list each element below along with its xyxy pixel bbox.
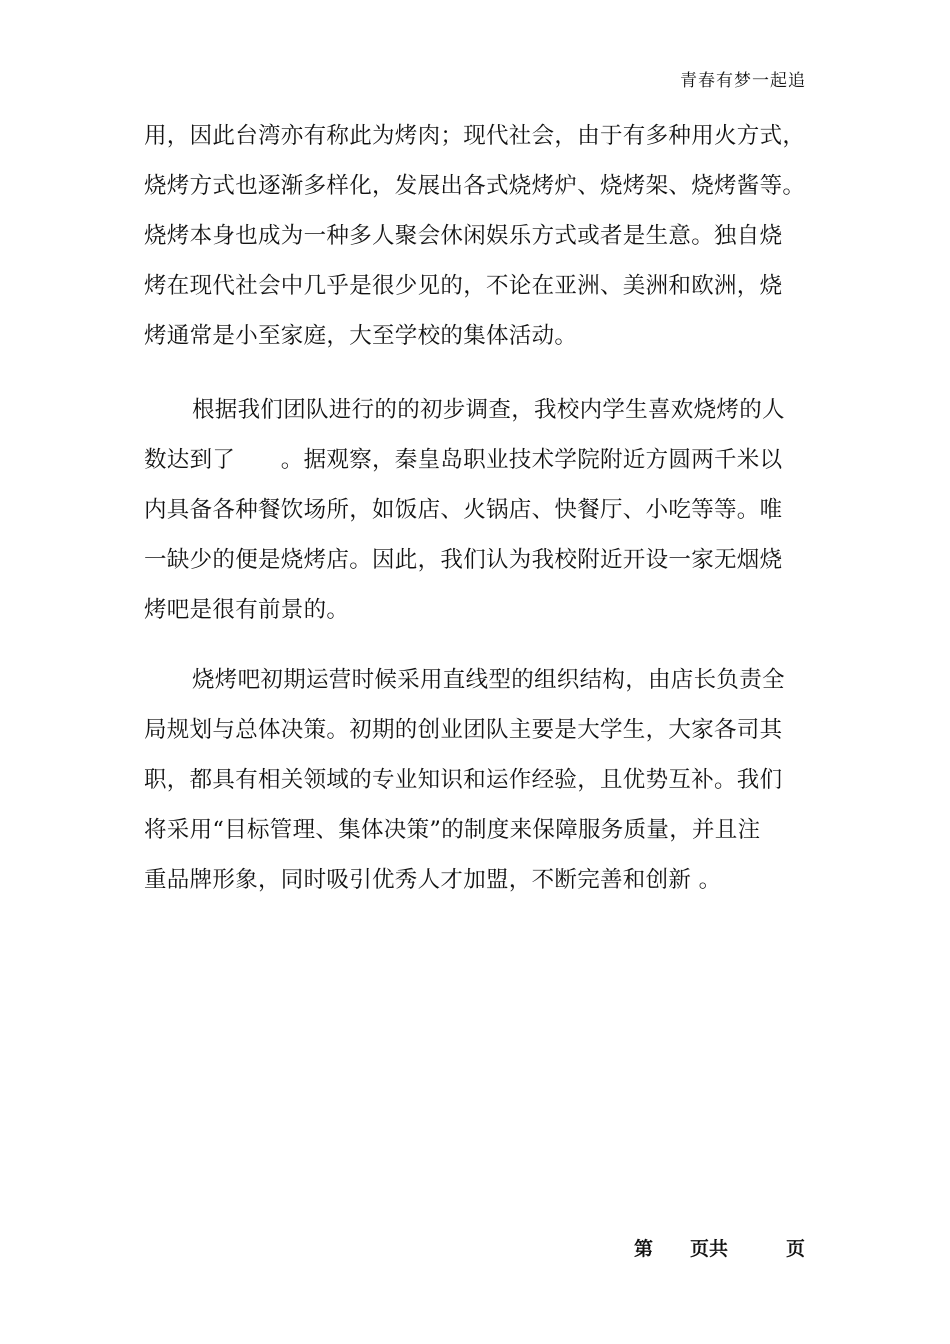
text-line: 一缺少的便是烧烤店。因此，我们认为我校附近开设一家无烟烧 xyxy=(144,547,783,573)
text-line: 用，因此台湾亦有称此为烤肉；现代社会，由于有多种用火方式， xyxy=(144,123,806,149)
text-line: 内具备各种餐饮场所，如饭店、火锅店、快餐厅、小吃等等。唯 xyxy=(144,497,783,523)
text-line: 烤通常是小至家庭，大至学校的集体活动。 xyxy=(144,323,578,349)
page-total-suffix: 页 xyxy=(786,1238,806,1260)
text-line: 烧烤吧初期运营时候采用直线型的组织结构，由店长负责全 xyxy=(192,667,785,693)
text-line: 根据我们团队进行的的初步调查，我校内学生喜欢烧烤的人 xyxy=(192,397,785,423)
text-line: 职，都具有相关领域的专业知识和运作经验，且优势互补。我们 xyxy=(144,767,783,793)
text-line: 将采用“目标管理、集体决策”的制度来保障服务质量，并且注 xyxy=(144,817,761,843)
text-line: 烧烤方式也逐渐多样化，发展出各式烧烤炉、烧烤架、烧烤酱等。 xyxy=(144,173,806,199)
text-line: 烧烤本身也成为一种多人聚会休闲娱乐方式或者是生意。独自烧 xyxy=(144,223,783,249)
page-header: 青春有梦一起追 xyxy=(680,71,806,91)
page-total-label: 页共 xyxy=(690,1238,729,1260)
text-line: 重品牌形象，同时吸引优秀人才加盟，不断完善和创新 。 xyxy=(144,867,722,893)
text-line: 数达到了 。据观察，秦皇岛职业技术学院附近方圆两千米以 xyxy=(144,447,783,473)
text-line: 局规划与总体决策。初期的创业团队主要是大学生，大家各司其 xyxy=(144,717,783,743)
text-line: 烤吧是很有前景的。 xyxy=(144,597,350,623)
text-line: 烤在现代社会中几乎是很少见的，不论在亚洲、美洲和欧洲，烧 xyxy=(144,273,783,299)
page-number-label: 第 xyxy=(634,1238,654,1260)
